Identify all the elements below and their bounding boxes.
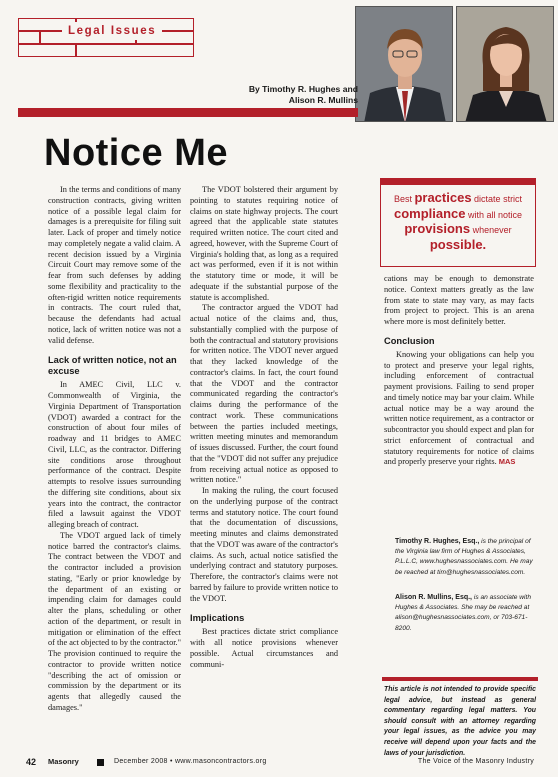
pull-quote-text: Best xyxy=(393,194,415,204)
column-1 xyxy=(48,185,181,714)
pull-quote-emphasis: possible. xyxy=(429,236,487,252)
byline-line-1: By Timothy R. Hughes and xyxy=(248,84,358,94)
bio-text: is the principal of the Virginia law firm of Hughes & Associates, P.L.L.C, www.hughesnassociates.com. He may be reached at tim@hughesnassociates.com. xyxy=(395,538,533,576)
footer-tagline: The Voice of the Masonry Industry xyxy=(417,758,534,765)
pull-quote-text: dictate strict xyxy=(471,194,523,204)
body-paragraph: In AMEC Civil, LLC v. Commonwealth of Virginia, the Virginia Department of Transportation (VDOT) awarded a contract for the construction of about four miles of roadway and 11 bridges to AMEC Civil, LLC, as the contractor. Differing site conditions arose throughout performance of the contract. Despite attempts to resolve issues surrounding the differing site conditions, about six years into the contract, the contractor filed a lawsuit against the VDOT alleging breach of contract. xyxy=(48,380,181,529)
pull-quote-emphasis: compliance xyxy=(393,205,466,221)
bio-name: Timothy R. Hughes, Esq., xyxy=(395,538,480,545)
author-photo-hughes xyxy=(355,6,453,122)
bio-text: is an associate with Hughes & Associates. She may be reached at alison@hughesnassociates.com, or 703-671-8200. xyxy=(395,594,532,632)
bio-mullins xyxy=(395,593,535,634)
bio-name: Alison R. Mullins, Esq., xyxy=(395,594,473,601)
intro-paragraph: In the terms and conditions of many construction contracts, giving written notice of a possible legal claim for damages is a prerequisite for filing suit later. Lack of proper and timely notice may completely negate a valid claim. A recent decision issued by a Virginia Circuit Court may remove some of the fear from such defenses by adding some flexibility and practicality to the often-rigid written notice requirements in contracts. The court ruled that, because the defendants had actual notice, lack of written notice was not a valid defense. xyxy=(48,185,181,345)
bio-hughes xyxy=(395,537,535,578)
conclusion-text: Knowing your obligations can help you to protect and preserve your legal rights, including enforcement of contractual payment provisions. Failing to send proper and timely notice may bar your claim. While actual notice may be a way around the written notice requirement, as a contractor or subcontractor you should expect and plan for strict enforcement of contractual and statutory requirements for notice of claims and properly preserve your rights. xyxy=(384,349,534,467)
brick-outline-decoration xyxy=(18,44,76,57)
brick-outline-decoration xyxy=(76,44,194,57)
pull-quote xyxy=(380,178,536,267)
pull-quote-text: whenever xyxy=(470,225,512,235)
author-photo-mullins xyxy=(456,6,554,122)
body-paragraph: The VDOT bolstered their argument by pointing to statutes requiring notice of claims on state highway projects. The court agreed that the applicable state statutes required written notice. The court cited and agreed, however, with the Supreme Court of Virginia's holding that, as long as a required act was performed, even if it is not within the statutory time or mode, it will be adequate if the substantial purpose of the statute is accomplished. xyxy=(190,185,338,302)
column-3 xyxy=(384,274,534,468)
title-rule xyxy=(18,108,358,117)
subhead-implications: Implications xyxy=(190,613,245,624)
byline xyxy=(200,84,358,106)
disclaimer-rule xyxy=(382,677,538,681)
subhead-written-notice: Lack of written notice, not an excuse xyxy=(48,355,177,377)
pull-quote-text: with all notice xyxy=(465,209,523,220)
legal-disclaimer: This article is not intended to provide specific legal advice, but instead as general commentary regarding legal matters. You should consult with an attorney regarding your legal issues, as the advice you may receive will depend upon your facts and the laws of your jurisdiction. xyxy=(384,686,536,757)
body-paragraph: The VDOT argued lack of timely notice barred the contractor's claims. The contract between the VDOT and the contractor included a provision stating, "Early or prior knowledge by the department of an existing or impending claim for damages could alter the plans, scheduling or other action of the department, or result in mitigation or elimination of the effect of the act objected to by the contractor." The provision continued to require the contractor to provide written notice "describing the act of omission or commission by the department or its agents that allegedly caused the damages." xyxy=(48,530,181,712)
page-number: 42 xyxy=(26,757,37,767)
subhead-conclusion: Conclusion xyxy=(384,335,435,346)
magazine-name: Masonry xyxy=(48,757,79,766)
article-title: Notice Me xyxy=(44,132,228,174)
end-mark: MAS xyxy=(498,457,516,467)
body-paragraph: In making the ruling, the court focused on the underlying purpose of the contract terms and statutory notice. The court found that the documentation of discussions, meeting minutes and claims demonstrated that the VDOT was aware of the contractor's claims. As such, actual notice satisfied the underlying contract and statutory purposes. Therefore, the contractor's claims were not barred by failure to provide written notice to the VDOT. xyxy=(190,486,338,603)
pull-quote-emphasis: provisions xyxy=(404,221,471,236)
body-paragraph: The contractor argued the VDOT had actual notice of the claims and, thus, substantially complied with the purpose of both the contractual and statutory provisions for written notice. The VDOT never argued that they lacked knowledge of the contractor's claims. In fact, the court found that the VDOT and the contractor communicated regarding the contractor's claims during the performance of the contract work. These communications between the parties included meetings, written meeting minutes and memorandum of issues discussed. Further, the court found that the "VDOT did not suffer any prejudice from receiving actual notice as opposed to written notice." xyxy=(190,303,338,485)
body-paragraph: Best practices dictate strict compliance with all notice provisions whenever possible. Actual circumstances and communi- xyxy=(190,627,338,669)
section-header xyxy=(18,18,194,62)
body-paragraph: cations may be enough to demonstrate notice. Context matters greatly as the law from state to state may vary, as may facts from project to project. This is an arena where more is most definitely better. xyxy=(384,274,534,326)
pull-quote-emphasis: practices xyxy=(414,190,472,205)
column-2 xyxy=(190,185,338,670)
section-label: Legal Issues xyxy=(62,22,162,40)
page-footer xyxy=(18,755,540,769)
issue-date-url: December 2008 • www.masoncontractors.org xyxy=(114,758,267,765)
conclusion-paragraph xyxy=(384,350,534,468)
brick-outline-decoration xyxy=(18,31,40,44)
byline-line-2: Alison R. Mullins xyxy=(288,95,358,105)
square-bullet-icon xyxy=(97,759,104,766)
